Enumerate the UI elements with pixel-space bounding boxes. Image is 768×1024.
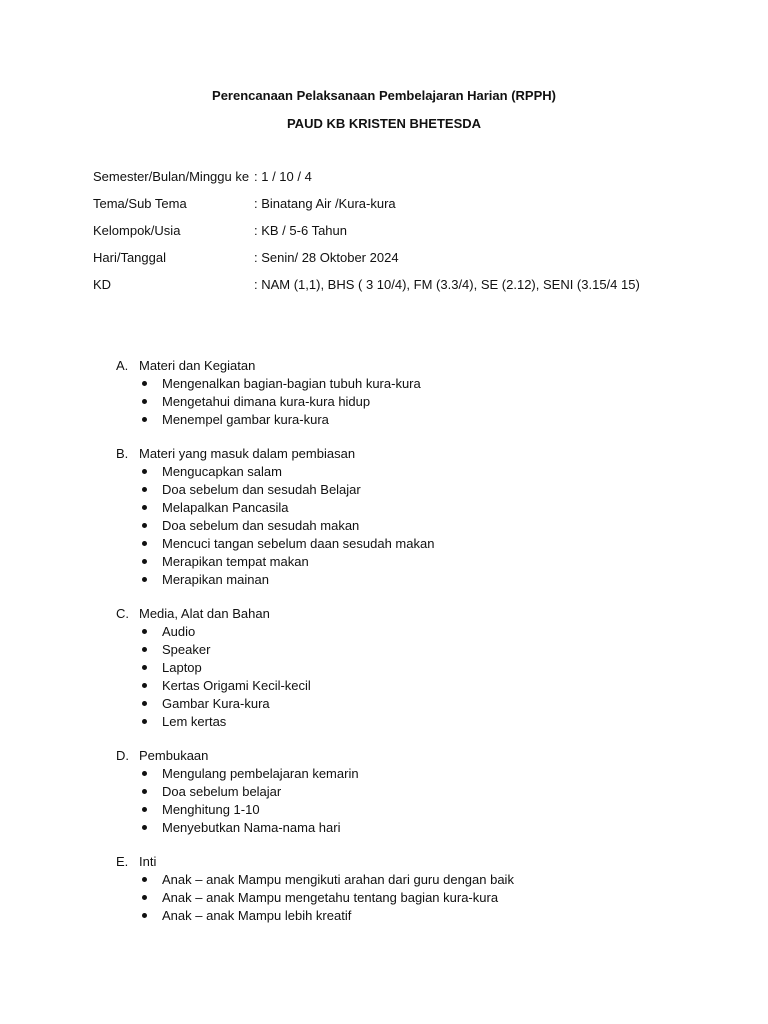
list-item (116, 889, 676, 907)
section-title: Materi dan Kegiatan (139, 358, 256, 373)
info-row-tema (93, 196, 713, 223)
info-block (93, 169, 713, 304)
list-item-text: Merapikan mainan (162, 572, 269, 587)
list-item-text: Doa sebelum dan sesudah makan (162, 518, 360, 533)
bullet-icon (139, 783, 162, 801)
section-letter: D. (116, 748, 129, 763)
bullet-icon (139, 553, 162, 571)
list-item (116, 517, 676, 535)
list-item (116, 695, 676, 713)
document-subtitle: PAUD KB KRISTEN BHETESDA (286, 116, 482, 131)
bullet-icon (139, 393, 162, 411)
list-item (116, 801, 676, 819)
list-item (116, 623, 676, 641)
section-title: Media, Alat dan Bahan (139, 606, 270, 621)
bullet-icon (139, 463, 162, 481)
info-row-kd (93, 277, 713, 304)
info-label: Hari/Tanggal (93, 250, 166, 265)
bullet-icon (139, 375, 162, 393)
info-label: Tema/Sub Tema (93, 196, 187, 211)
document-title: Perencanaan Pelaksanaan Pembelajaran Harian (RPPH) (212, 88, 556, 103)
list-item (116, 907, 676, 925)
info-row-kelompok (93, 223, 713, 250)
info-value: : Binatang Air /Kura-kura (254, 196, 396, 211)
bullet-icon (139, 765, 162, 783)
list-item-text: Gambar Kura-kura (162, 696, 270, 711)
list-item (116, 463, 676, 481)
list-item-text: Speaker (162, 642, 211, 657)
info-value: : Senin/ 28 Oktober 2024 (254, 250, 399, 265)
list-item-text: Anak – anak Mampu mengetahu tentang bagian kura-kura (162, 890, 499, 905)
info-value: : 1 / 10 / 4 (254, 169, 312, 184)
section-title: Materi yang masuk dalam pembiasan (139, 446, 356, 461)
list-item (116, 765, 676, 783)
list-item (116, 499, 676, 517)
list-item (116, 677, 676, 695)
list-item (116, 659, 676, 677)
list-item-text: Anak – anak Mampu lebih kreatif (162, 908, 352, 923)
bullet-icon (139, 677, 162, 695)
list-item (116, 481, 676, 499)
list-item-text: Anak – anak Mampu mengikuti arahan dari guru dengan baik (162, 872, 514, 887)
section-letter: A. (116, 358, 129, 373)
bullet-list (116, 765, 676, 837)
list-item (116, 571, 676, 589)
list-item-text: Merapikan tempat makan (162, 554, 309, 569)
list-item-text: Kertas Origami Kecil-kecil (162, 678, 311, 693)
bullet-icon (139, 659, 162, 677)
list-item-text: Menempel gambar kura-kura (162, 412, 329, 427)
list-item (116, 783, 676, 801)
list-item (116, 819, 676, 837)
info-row-semester (93, 169, 713, 196)
info-value: : KB / 5-6 Tahun (254, 223, 347, 238)
bullet-icon (139, 499, 162, 517)
list-item-text: Doa sebelum dan sesudah Belajar (162, 482, 361, 497)
section-d (116, 747, 676, 837)
bullet-list (116, 871, 676, 925)
list-item (116, 375, 676, 393)
bullet-icon (139, 481, 162, 499)
bullet-icon (139, 695, 162, 713)
bullet-icon (139, 889, 162, 907)
bullet-icon (139, 571, 162, 589)
bullet-list (116, 375, 676, 429)
section-heading (116, 357, 676, 375)
info-value: : NAM (1,1), BHS ( 3 10/4), FM (3.3/4), SE (2.12), SENI (3.15/4 15) (254, 277, 640, 292)
section-letter: C. (116, 606, 129, 621)
info-row-hari (93, 250, 713, 277)
section-heading (116, 445, 676, 463)
section-heading (116, 853, 676, 871)
list-item-text: Mengetahui dimana kura-kura hidup (162, 394, 371, 409)
section-e (116, 853, 676, 925)
bullet-icon (139, 713, 162, 731)
info-label: KD (93, 277, 112, 292)
list-item-text: Audio (162, 624, 196, 639)
bullet-icon (139, 535, 162, 553)
bullet-icon (139, 623, 162, 641)
bullet-list (116, 623, 676, 731)
section-letter: E. (116, 854, 129, 869)
list-item-text: Menyebutkan Nama-nama hari (162, 820, 341, 835)
section-c (116, 605, 676, 731)
list-item-text: Mengenalkan bagian-bagian tubuh kura-kura (162, 376, 421, 391)
bullet-icon (139, 907, 162, 925)
bullet-icon (139, 819, 162, 837)
section-title: Inti (139, 854, 157, 869)
list-item (116, 393, 676, 411)
section-heading (116, 605, 676, 623)
info-label: Semester/Bulan/Minggu ke (93, 169, 250, 184)
list-item (116, 411, 676, 429)
bullet-icon (139, 641, 162, 659)
section-title: Pembukaan (139, 748, 209, 763)
list-item-text: Laptop (162, 660, 202, 675)
bullet-icon (139, 411, 162, 429)
section-heading (116, 747, 676, 765)
section-letter: B. (116, 446, 129, 461)
section-a (116, 357, 676, 429)
list-item (116, 871, 676, 889)
info-label: Kelompok/Usia (93, 223, 181, 238)
list-item-text: Mengulang pembelajaran kemarin (162, 766, 359, 781)
list-item (116, 713, 676, 731)
list-item-text: Lem kertas (162, 714, 227, 729)
bullet-icon (139, 517, 162, 535)
list-item (116, 641, 676, 659)
bullet-icon (139, 801, 162, 819)
bullet-icon (139, 871, 162, 889)
sections-list (116, 357, 676, 941)
list-item (116, 535, 676, 553)
list-item-text: Melapalkan Pancasila (162, 500, 289, 515)
list-item-text: Menghitung 1-10 (162, 802, 260, 817)
bullet-list (116, 463, 676, 589)
list-item-text: Doa sebelum belajar (162, 784, 282, 799)
list-item-text: Mencuci tangan sebelum daan sesudah makan (162, 536, 435, 551)
list-item-text: Mengucapkan salam (162, 464, 282, 479)
list-item (116, 553, 676, 571)
section-b (116, 445, 676, 589)
